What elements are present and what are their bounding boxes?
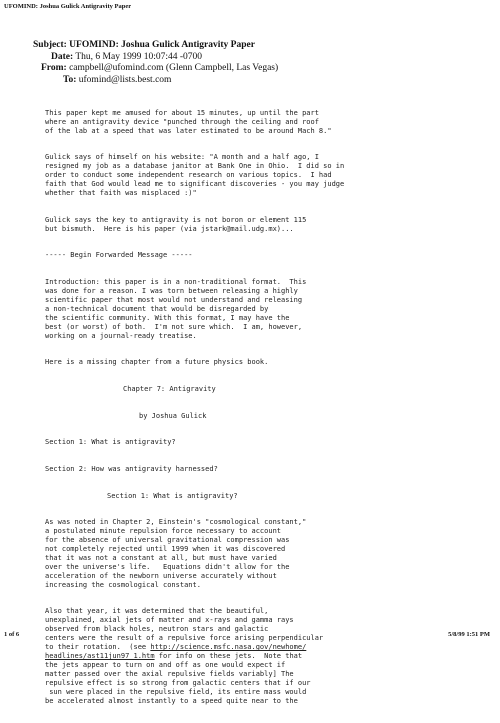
email-header xyxy=(33,40,278,86)
page-number: 1 of 6 xyxy=(4,631,20,638)
nasa-link-continued[interactable]: headlines/ast11jun97_1.htm xyxy=(45,652,155,660)
chapter-title: Chapter 7: Antigravity xyxy=(123,384,216,393)
chapter-author: by Joshua Gulick xyxy=(139,411,207,420)
to-label: To: xyxy=(63,74,77,85)
to-row xyxy=(33,75,278,87)
paragraph-cosmological: As was noted in Chapter 2, Einstein's "cosmological constant," a postulated minute repulsion force necessary to account for the absence of universal gravitational compression was not completely rejected until 1999 when it was discovered that it was not a constant at all, but must have varied over the universe's life. Equations didn't allow for the acceleration of the newborn universe accurately without increasing the cosmological constant. xyxy=(45,518,307,589)
to-value: ufomind@lists.best.com xyxy=(78,74,172,85)
nasa-link[interactable]: http://science.msfc.nasa.gov/newhome/ xyxy=(150,643,307,652)
intro-paragraph-1: This paper kept me amused for about 15 minutes, up until the part where an antigravity device "punched through the ceiling and roof of the lab at a speed that was later estimated to be around Mach 8." xyxy=(45,108,332,135)
forwarded-marker: ----- Begin Forwarded Message ----- xyxy=(45,251,193,260)
date-label: Date: xyxy=(51,51,74,62)
date-row xyxy=(33,52,278,64)
date-value: Thu, 6 May 1999 10:07:44 -0700 xyxy=(75,51,203,62)
toc-section-1: Section 1: What is antigravity? xyxy=(45,438,176,447)
from-value: campbell@ufomind.com (Glenn Campbell, Las Vegas) xyxy=(69,63,279,73)
section-heading: Section 1: What is antigravity? xyxy=(107,491,238,500)
intro-paragraph-4: Introduction: this paper is in a non-traditional format. This was done for a reason. I was torn between releasing a highly scientific paper that most would not understand and releasing a non-technical document that would be disregarded by the scientific community. With this format, I may have the best (or worst) of both. I'm not sure which. I am, however, working on a journal-ready treatise. xyxy=(45,278,307,340)
page-header: UFOMIND: Joshua Gulick Antigravity Paper xyxy=(4,3,132,10)
missing-chapter-line: Here is a missing chapter from a future physics book. xyxy=(45,358,269,367)
paragraph-jets: Also that year, it was determined that the beautiful, unexplained, axial jets of matter and x-rays and gamma rays observed from black holes, neutron stars and galactic centers were the result of a repulsive force arising perpendicular to their rotation. (see http://science.msfc.nasa.gov/newhome/ headlines/ast11jun97_1.htm for info on these jets. Note that the jets appear to turn on and off as one would expect if matter passed over the axial repulsive fields variably] The repulsive effect is so strong from galactic centers that if our sun were placed in the repulsive field, its entire mass would be accelerated almost instantly to a speed quite near to the xyxy=(45,607,324,705)
subject-row xyxy=(33,40,278,52)
intro-paragraph-3: Gulick says the key to antigravity is not boron or element 115 but bismuth. Here is his paper (via jstark@mail.udg.mx)... xyxy=(45,215,307,233)
message-body xyxy=(45,100,490,723)
from-row xyxy=(33,63,278,75)
from-label: From: xyxy=(41,63,67,73)
subject-label: Subject: xyxy=(33,40,67,50)
print-datetime: 5/8/99 1:51 PM xyxy=(448,631,490,638)
subject-value: UFOMIND: Joshua Gulick Antigravity Paper xyxy=(69,40,255,50)
toc-section-2: Section 2: How was antigravity harnessed? xyxy=(45,465,218,474)
intro-paragraph-2: Gulick says of himself on his website: "A month and a half ago, I resigned my job as a database janitor at Bank One in Ohio. I did so in order to conduct some independent research on various topics. I had faith that God would lead me to significant discoveries - you may judge whether that faith was misplaced :)" xyxy=(45,153,345,198)
